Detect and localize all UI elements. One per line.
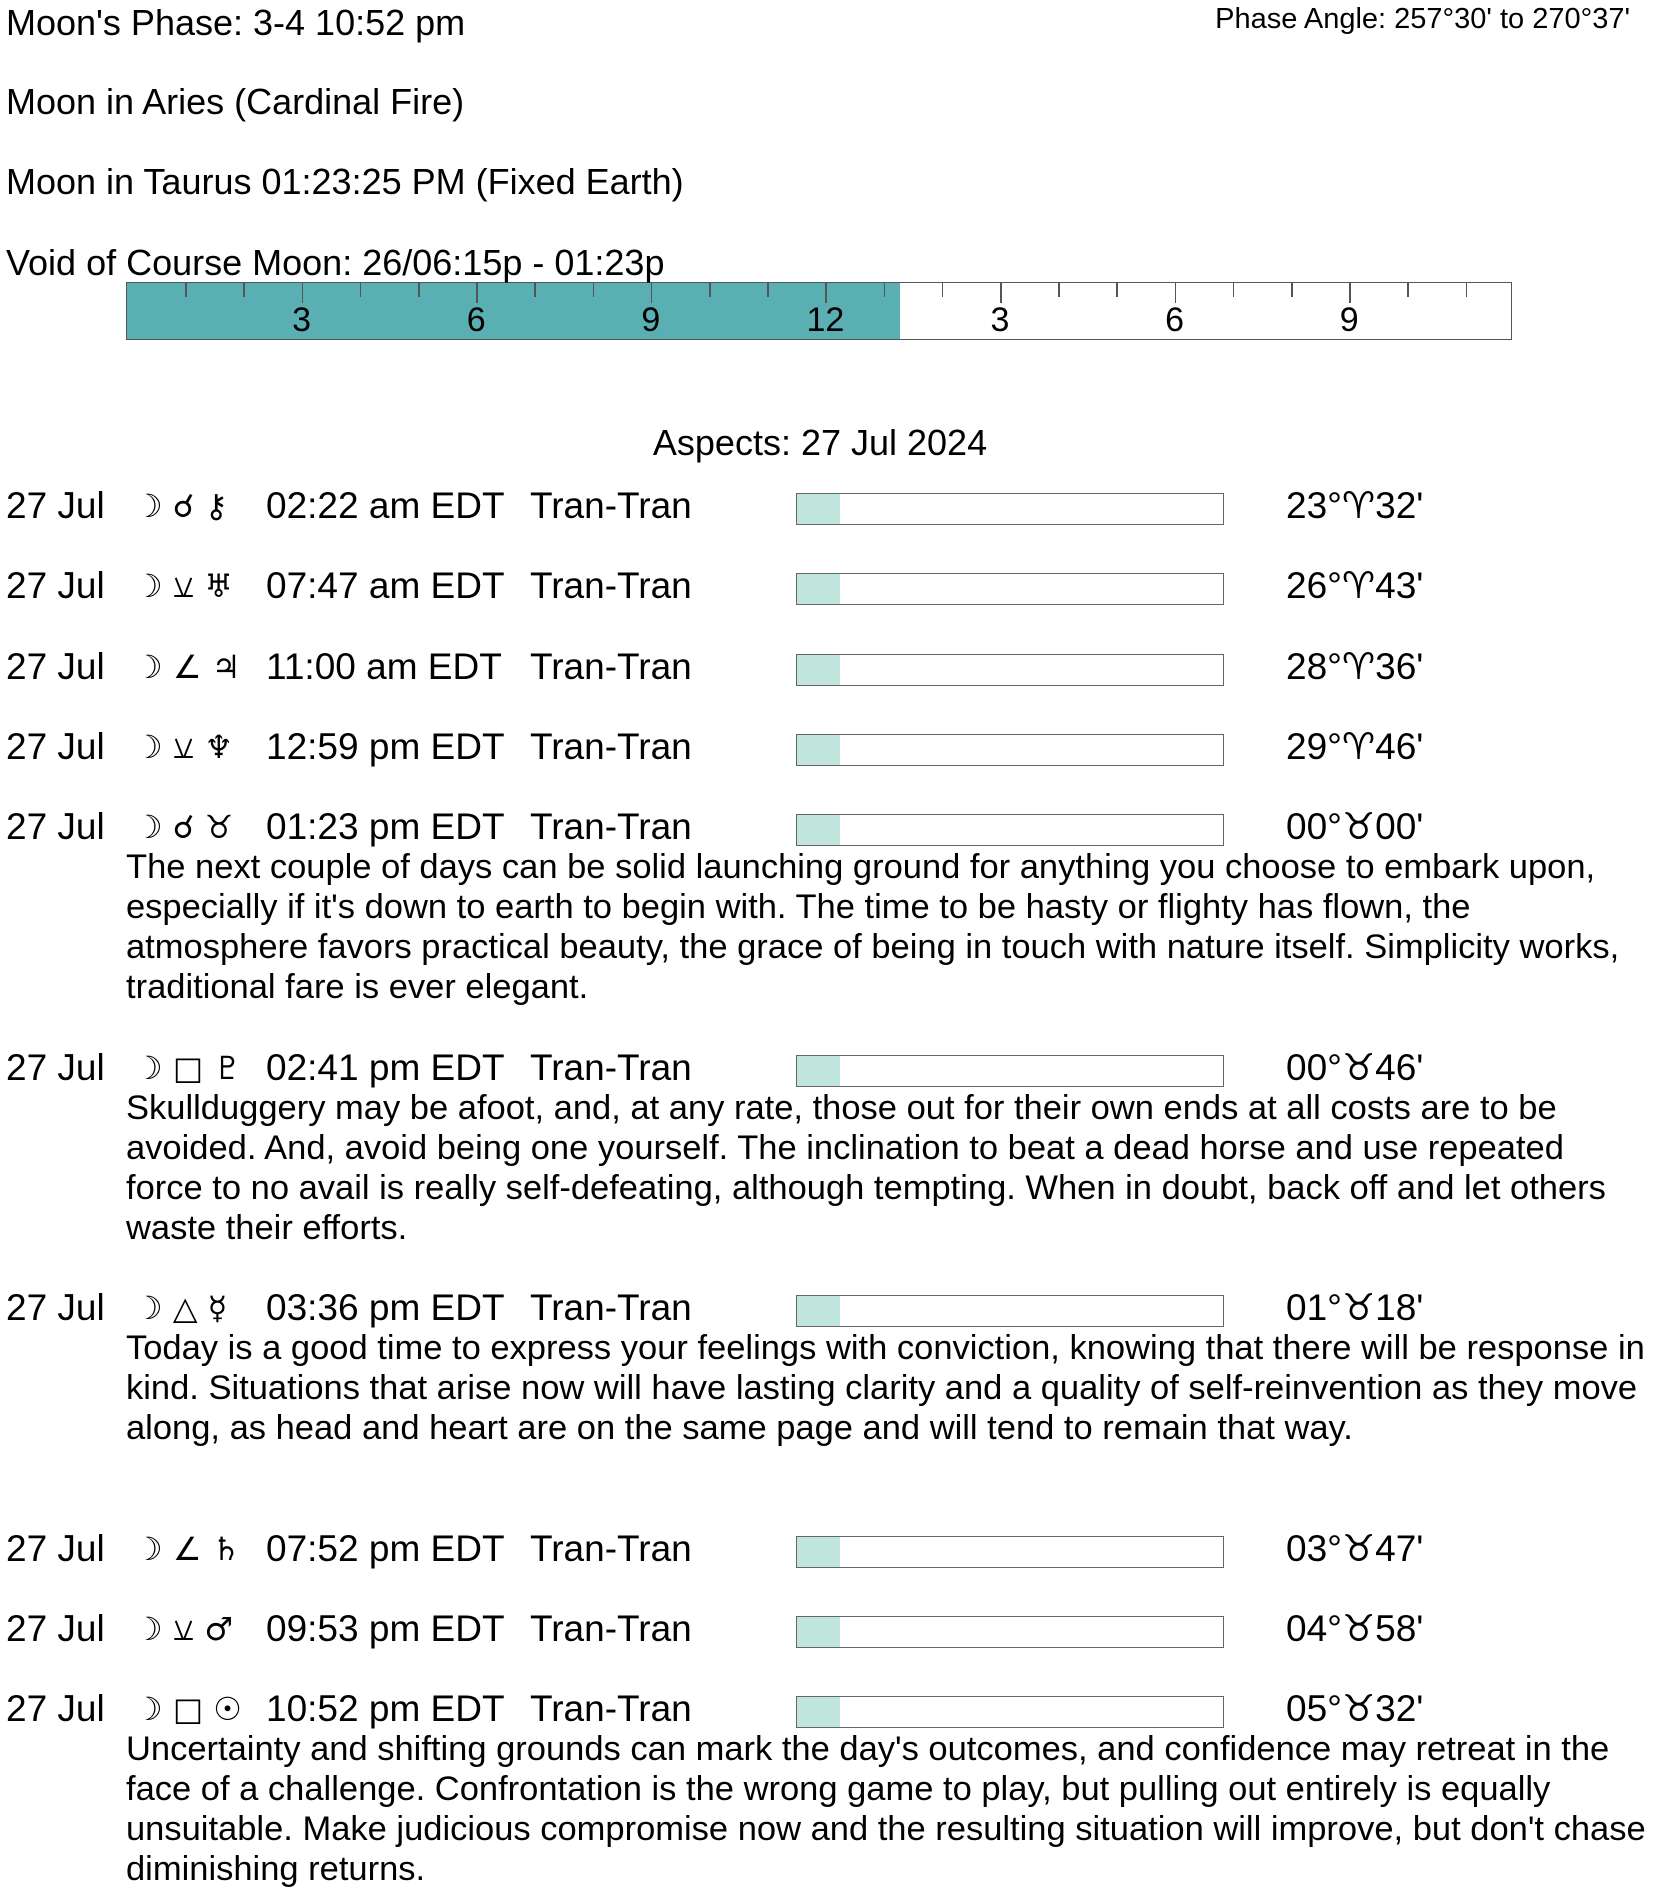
timeline-tick bbox=[1058, 283, 1060, 297]
aspect-time: 01:23 pm EDT bbox=[266, 806, 505, 847]
aspect-symbols: ☽ ∠ ♃ bbox=[134, 648, 241, 686]
aspect-strength-bar bbox=[796, 814, 1224, 846]
aspect-row bbox=[0, 806, 1672, 848]
timeline-tick bbox=[476, 283, 478, 303]
aspect-type: Tran-Tran bbox=[530, 1608, 692, 1649]
aspect-date: 27 Jul bbox=[6, 1608, 105, 1649]
aspect-date: 27 Jul bbox=[6, 1528, 105, 1569]
aspect-date: 27 Jul bbox=[6, 565, 105, 606]
aspect-symbols: ☽ ∠ ♄ bbox=[134, 1530, 241, 1568]
timeline-tick bbox=[302, 283, 304, 303]
aspect-strength-bar bbox=[796, 734, 1224, 766]
aspect-date: 27 Jul bbox=[6, 806, 105, 847]
aspect-time: 02:22 am EDT bbox=[266, 485, 505, 526]
aspects-title: Aspects: 27 Jul 2024 bbox=[652, 422, 988, 463]
timeline-hour-label: 9 bbox=[1339, 301, 1359, 339]
timeline-tick bbox=[651, 283, 653, 303]
aspect-position: 04°♉58' bbox=[1286, 1608, 1424, 1649]
timeline-tick bbox=[243, 283, 245, 297]
aspect-time: 09:53 pm EDT bbox=[266, 1608, 505, 1649]
timeline-tick bbox=[1407, 283, 1409, 297]
aspect-row bbox=[0, 1688, 1672, 1730]
aspect-date: 27 Jul bbox=[6, 1688, 105, 1729]
aspect-strength-bar bbox=[796, 1616, 1224, 1648]
aspect-position: 00°♉00' bbox=[1286, 806, 1424, 847]
aspect-strength-bar bbox=[796, 1536, 1224, 1568]
aspect-row bbox=[0, 485, 1672, 527]
aspect-position: 23°♈32' bbox=[1286, 485, 1424, 526]
aspect-time: 12:59 pm EDT bbox=[266, 726, 505, 767]
aspect-symbols: ☽ □ ♇ bbox=[134, 1049, 242, 1087]
aspect-strength-fill bbox=[797, 494, 840, 524]
aspect-description: Uncertainty and shifting grounds can mark the day's outcomes, and confidence may retreat in the face of a challenge. Confrontation is the wrong game to play, but pulling out entirely is equally unsuitable. Make judicious compromise now and the resulting situation will improve, but don't chase diminishing returns. bbox=[126, 1730, 1646, 1888]
aspect-strength-bar bbox=[796, 1295, 1224, 1327]
timeline-tick bbox=[1349, 283, 1351, 303]
timeline-hour-label: 9 bbox=[641, 301, 661, 339]
aspect-type: Tran-Tran bbox=[530, 806, 692, 847]
aspect-strength-bar bbox=[796, 493, 1224, 525]
timeline-hour-label: 6 bbox=[466, 301, 486, 339]
aspect-position: 28°♈36' bbox=[1286, 646, 1424, 687]
timeline-tick bbox=[1000, 283, 1002, 303]
aspect-time: 11:00 am EDT bbox=[266, 646, 502, 687]
aspect-type: Tran-Tran bbox=[530, 485, 692, 526]
timeline-tick bbox=[767, 283, 769, 297]
aspect-time: 07:52 pm EDT bbox=[266, 1528, 505, 1569]
void-of-course-text: Void of Course Moon: 26/06:15p - 01:23p bbox=[6, 242, 665, 283]
aspect-row bbox=[0, 1528, 1672, 1570]
aspect-strength-bar bbox=[796, 1696, 1224, 1728]
aspect-strength-fill bbox=[797, 1296, 840, 1326]
aspect-symbols: ☽ ⚺ ♂ bbox=[134, 1610, 234, 1648]
aspect-type: Tran-Tran bbox=[530, 565, 692, 606]
phase-angle-text: Phase Angle: 257°30' to 270°37' bbox=[1215, 3, 1630, 35]
aspect-strength-fill bbox=[797, 815, 840, 845]
timeline-tick bbox=[1116, 283, 1118, 297]
timeline-tick bbox=[593, 283, 595, 297]
timeline-tick bbox=[1233, 283, 1235, 297]
aspect-type: Tran-Tran bbox=[530, 1528, 692, 1569]
timeline-hour-label: 3 bbox=[990, 301, 1010, 339]
aspect-symbols: ☽ ☌ ♉ bbox=[134, 808, 234, 846]
timeline-tick bbox=[942, 283, 944, 297]
timeline-hour-label: 3 bbox=[292, 301, 312, 339]
timeline-tick bbox=[884, 283, 886, 297]
timeline-tick bbox=[825, 283, 827, 303]
moon-phase-text: Moon's Phase: 3-4 10:52 pm bbox=[6, 2, 466, 43]
aspect-symbols: ☽ ⚺ ♅ bbox=[134, 567, 234, 605]
timeline-tick bbox=[1291, 283, 1293, 297]
aspect-symbols: ☽ ⚺ ♆ bbox=[134, 728, 234, 766]
aspect-row bbox=[0, 646, 1672, 688]
aspect-description: The next couple of days can be solid launching ground for anything you choose to embark upon, especially if it's down to earth to begin with. The time to be hasty or flighty has flown, the atmosphere favors practical beauty, the grace of being in touch with nature itself. Simplicity works, traditional fare is ever elegant. bbox=[126, 848, 1620, 1006]
aspect-strength-fill bbox=[797, 735, 840, 765]
moon-sign-aries: Moon in Aries (Cardinal Fire) bbox=[6, 81, 465, 122]
moon-sign-taurus: Moon in Taurus 01:23:25 PM (Fixed Earth) bbox=[6, 161, 684, 202]
aspect-row bbox=[0, 726, 1672, 768]
aspect-strength-fill bbox=[797, 1537, 840, 1567]
aspect-symbols: ☽ ☌ ⚷ bbox=[134, 487, 228, 525]
aspect-strength-fill bbox=[797, 1056, 840, 1086]
timeline-tick bbox=[534, 283, 536, 297]
timeline-tick bbox=[418, 283, 420, 297]
aspect-position: 26°♈43' bbox=[1286, 565, 1424, 606]
aspect-type: Tran-Tran bbox=[530, 646, 692, 687]
aspect-strength-bar bbox=[796, 573, 1224, 605]
aspect-type: Tran-Tran bbox=[530, 726, 692, 767]
aspect-row bbox=[0, 1287, 1672, 1329]
aspect-date: 27 Jul bbox=[6, 646, 105, 687]
aspect-type: Tran-Tran bbox=[530, 1047, 692, 1088]
aspect-strength-fill bbox=[797, 574, 840, 604]
aspect-row bbox=[0, 1608, 1672, 1650]
aspect-position: 29°♈46' bbox=[1286, 726, 1424, 767]
aspect-symbols: ☽ △ ☿ bbox=[134, 1289, 228, 1327]
timeline-tick bbox=[185, 283, 187, 297]
timeline-hour-label: 6 bbox=[1165, 301, 1185, 339]
aspect-time: 03:36 pm EDT bbox=[266, 1287, 505, 1328]
aspect-strength-bar bbox=[796, 1055, 1224, 1087]
void-of-course-timeline bbox=[126, 282, 1512, 340]
timeline-tick bbox=[360, 283, 362, 297]
aspect-position: 03°♉47' bbox=[1286, 1528, 1424, 1569]
aspect-time: 10:52 pm EDT bbox=[266, 1688, 505, 1729]
aspect-type: Tran-Tran bbox=[530, 1287, 692, 1328]
aspect-time: 07:47 am EDT bbox=[266, 565, 505, 606]
aspect-position: 00°♉46' bbox=[1286, 1047, 1424, 1088]
timeline-tick bbox=[1175, 283, 1177, 303]
timeline-tick bbox=[1466, 283, 1468, 297]
timeline-tick bbox=[709, 283, 711, 297]
aspect-position: 05°♉32' bbox=[1286, 1688, 1424, 1729]
aspect-type: Tran-Tran bbox=[530, 1688, 692, 1729]
aspect-position: 01°♉18' bbox=[1286, 1287, 1424, 1328]
aspect-row bbox=[0, 1047, 1672, 1089]
aspect-strength-fill bbox=[797, 1617, 840, 1647]
aspect-date: 27 Jul bbox=[6, 1287, 105, 1328]
aspect-symbols: ☽ □ ☉ bbox=[134, 1690, 242, 1728]
timeline-hour-label: 12 bbox=[806, 301, 845, 339]
aspect-description: Today is a good time to express your feelings with conviction, knowing that there will be response in kind. Situations that arise now will have lasting clarity and a quality of self-reinvention as they move along, as head and heart are on the same page and will tend to remain that way. bbox=[126, 1329, 1645, 1447]
aspect-date: 27 Jul bbox=[6, 726, 105, 767]
aspect-date: 27 Jul bbox=[6, 485, 105, 526]
aspect-row bbox=[0, 565, 1672, 607]
aspect-description: Skullduggery may be afoot, and, at any rate, those out for their own ends at all costs are to be avoided. And, avoid being one yourself. The inclination to beat a dead horse and use repeated force to no avail is really self-defeating, although tempting. When in doubt, back off and let others waste their efforts. bbox=[126, 1089, 1606, 1247]
aspect-time: 02:41 pm EDT bbox=[266, 1047, 505, 1088]
aspect-date: 27 Jul bbox=[6, 1047, 105, 1088]
aspect-strength-fill bbox=[797, 1697, 840, 1727]
aspect-strength-bar bbox=[796, 654, 1224, 686]
aspect-strength-fill bbox=[797, 655, 840, 685]
